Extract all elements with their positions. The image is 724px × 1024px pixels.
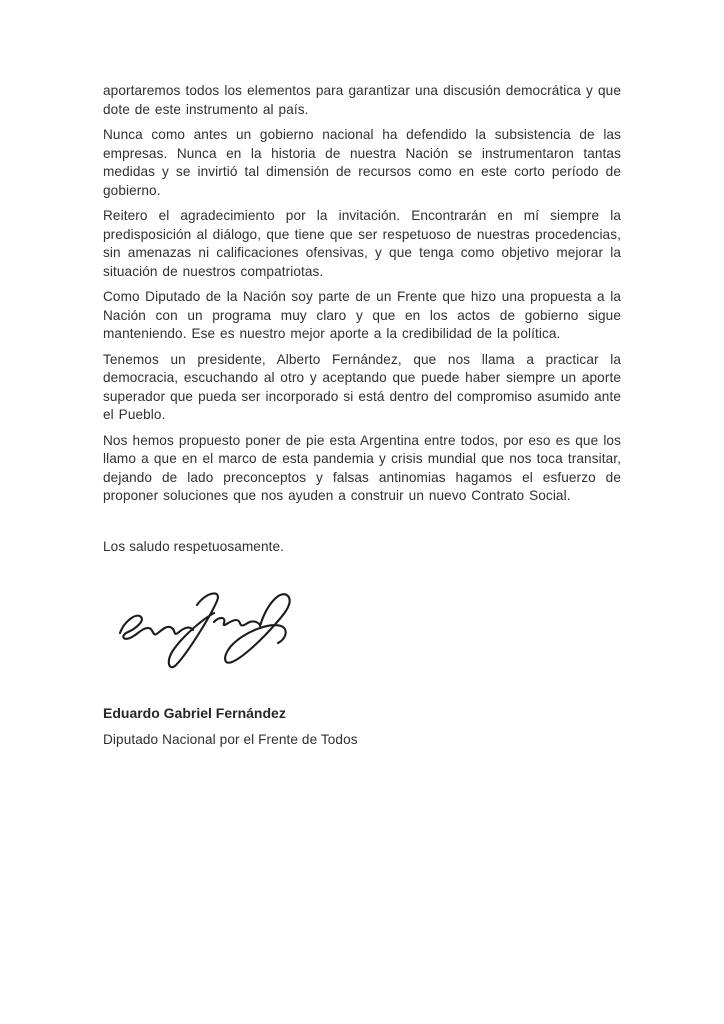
letter-paragraph: Como Diputado de la Nación soy parte de un Frente que hizo una propuesta a la Nación con un programa muy claro y que en los actos de gobierno sigue manteniendo. Ese es nuestro mejor aporte a la credibilidad de la política. xyxy=(103,289,621,341)
letter-paragraph: Reitero el agradecimiento por la invitación. Encontrarán en mí siempre la predisposición al diálogo, que tiene que ser respetuoso de nuestras procedencias, sin amenazas ni calificaciones ofensivas, y que tenga como objetivo mejorar la situación de nuestros compatriotas. xyxy=(103,208,621,279)
letter-paragraph: Nunca como antes un gobierno nacional ha defendido la subsistencia de las empresas. Nunca en la historia de nuestra Nación se instrumentaron tantas medidas y se invirtió tal dimensión de recursos como en este corto período de gobierno. xyxy=(103,127,621,198)
signature-image xyxy=(111,582,307,672)
signatory-title: Diputado Nacional por el Frente de Todos xyxy=(103,731,358,747)
signatory-name: Eduardo Gabriel Fernández xyxy=(103,705,286,721)
closing-salutation: Los saludo respetuosamente. xyxy=(103,538,285,554)
letter-paragraph: Tenemos un presidente, Alberto Fernández, que nos llama a practicar la democracia, escuchando al otro y aceptando que puede haber siempre un aporte superador que pueda ser incorporado si está dentro del compromiso asumido ante el Pueblo. xyxy=(103,351,621,422)
letter-paragraph: Nos hemos propuesto poner de pie esta Argentina entre todos, por eso es que los llamo a que en el marco de esta pandemia y crisis mundial que nos toca transitar, dejando de lado preconceptos y falsas antinomias hagamos el esfuerzo de proponer soluciones que nos ayuden a construir un nuevo Contrato Social. xyxy=(103,432,621,503)
letter-paragraph: aportaremos todos los elementos para garantizar una discusión democrática y que dote de este instrumento al país. xyxy=(103,83,621,117)
signature-block xyxy=(111,582,621,672)
letter-body xyxy=(103,82,621,749)
